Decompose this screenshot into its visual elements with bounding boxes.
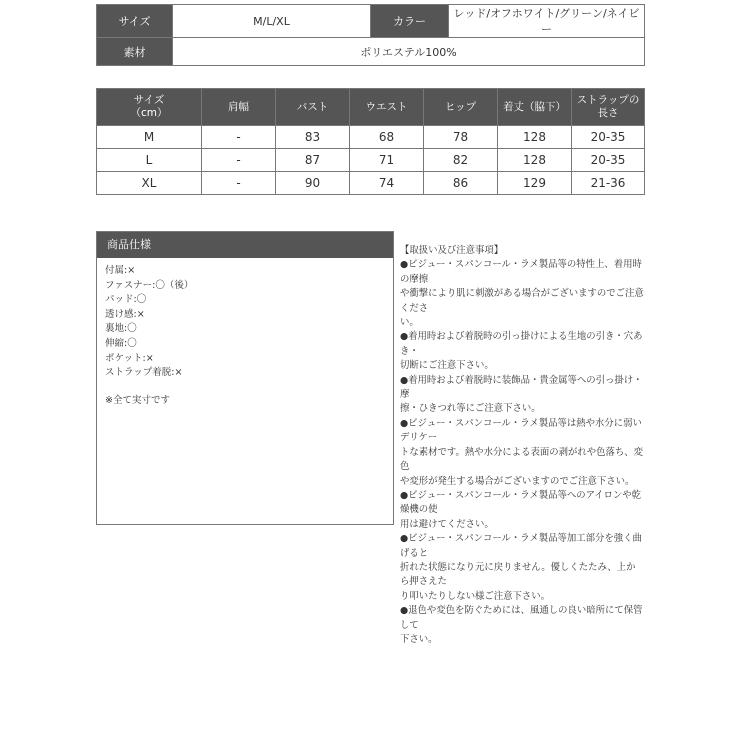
- size-col-header: サイズ （cm）: [97, 89, 202, 126]
- size-row: [97, 149, 645, 172]
- care-line: ●ビジュー・スパンコール・ラメ製品等加工部分を強く曲げると: [400, 533, 642, 559]
- size-cell: 82: [424, 149, 498, 172]
- care-line: ●退色や変色を防ぐためには、風通しの良い暗所にて保管して: [400, 605, 643, 631]
- product-spec-box: [96, 231, 394, 525]
- size-cell: 20-35: [572, 126, 645, 149]
- care-line: トな素材です。熱や水分による表面の剥がれや色落ち、変色: [400, 446, 644, 473]
- care-line: や衝撃により肌に刺激がある場合がございますのでご注意くださ: [400, 288, 644, 314]
- spec-item: ポケット:×: [105, 352, 154, 364]
- size-chart-table: [96, 88, 645, 195]
- size-cell: 83: [276, 126, 350, 149]
- size-col-header: ウエスト: [350, 89, 424, 126]
- size-row: [97, 172, 645, 195]
- care-line: ●ビジュー・スパンコール・ラメ製品等の特性上、着用時の摩擦: [400, 259, 642, 285]
- color-value: レッド/オフホワイト/グリーン/ネイビー: [449, 5, 645, 38]
- size-cell: L: [97, 149, 202, 172]
- size-col-header: ヒップ: [424, 89, 498, 126]
- care-line: 切断にご注意下さい。: [400, 360, 494, 372]
- size-col-header: ストラップの長さ: [572, 89, 645, 126]
- care-line: い。: [400, 317, 419, 329]
- care-line: ●着用時および着脱時の引っ掛けによる生地の引き・穴あき・: [400, 331, 643, 357]
- size-label: サイズ: [97, 5, 173, 38]
- size-col-header: 肩幅: [202, 89, 276, 126]
- size-cell: 128: [498, 149, 572, 172]
- spec-list: [97, 258, 393, 408]
- size-cell: 129: [498, 172, 572, 195]
- care-line: や変形が発生する場合がございますのでご注意下さい。: [400, 475, 635, 487]
- material-value: ポリエステル100%: [173, 38, 645, 66]
- size-cell: 128: [498, 126, 572, 149]
- care-line: ●着用時および着脱時に装飾品・貴金属等への引っ掛け・摩: [400, 374, 643, 401]
- size-cell: 21-36: [572, 172, 645, 195]
- size-cell: 20-35: [572, 149, 645, 172]
- size-cell: -: [202, 126, 276, 149]
- care-title: 【取扱い及び注意事項】: [400, 245, 504, 256]
- spec-item: 裏地:〇: [105, 323, 137, 335]
- spec-item: 付属:×: [105, 265, 136, 276]
- spec-item: 透け感:×: [105, 308, 145, 320]
- size-cell: 71: [350, 149, 424, 172]
- spec-item: パッド:〇: [105, 294, 147, 306]
- spec-item: ストラップ着脱:×: [105, 367, 183, 379]
- size-cell: 90: [276, 172, 350, 195]
- care-line: ●ビジュー・スパンコール・ラメ製品等は熱や水分に弱いデリケー: [400, 417, 642, 444]
- care-notes: [400, 244, 644, 647]
- size-cell: 86: [424, 172, 498, 195]
- size-cell: XL: [97, 172, 202, 195]
- care-line: り叩いたりしない様ご注意下さい。: [400, 590, 551, 602]
- care-line: ●ビジュー・スパンコール・ラメ製品等へのアイロンや乾燥機の使: [400, 489, 642, 516]
- size-cell: 87: [276, 149, 350, 172]
- spec-item: 伸縮:〇: [105, 337, 137, 349]
- size-cell: M: [97, 126, 202, 149]
- color-label: カラー: [371, 5, 449, 38]
- care-line: 下さい。: [400, 633, 438, 645]
- size-cell: -: [202, 149, 276, 172]
- spec-item: ファスナー:〇（後）: [105, 279, 194, 291]
- material-label: 素材: [97, 38, 173, 66]
- size-cell: -: [202, 172, 276, 195]
- spec-title: 商品仕様: [97, 232, 393, 258]
- care-line: 用は避けてください。: [400, 518, 494, 530]
- size-col-header: 着丈（脇下）: [498, 89, 572, 126]
- care-line: 擦・ひきつれ等にご注意下さい。: [400, 403, 541, 415]
- care-line: 折れた状態になり元に戻りません。優しくたたみ、上から押さえた: [400, 561, 636, 588]
- size-value: M/L/XL: [173, 5, 371, 38]
- size-cell: 68: [350, 126, 424, 149]
- product-info-table: [96, 4, 645, 66]
- spec-note: ※全て実寸です: [105, 394, 170, 406]
- size-col-header: バスト: [276, 89, 350, 126]
- size-cell: 74: [350, 172, 424, 195]
- size-cell: 78: [424, 126, 498, 149]
- size-row: [97, 126, 645, 149]
